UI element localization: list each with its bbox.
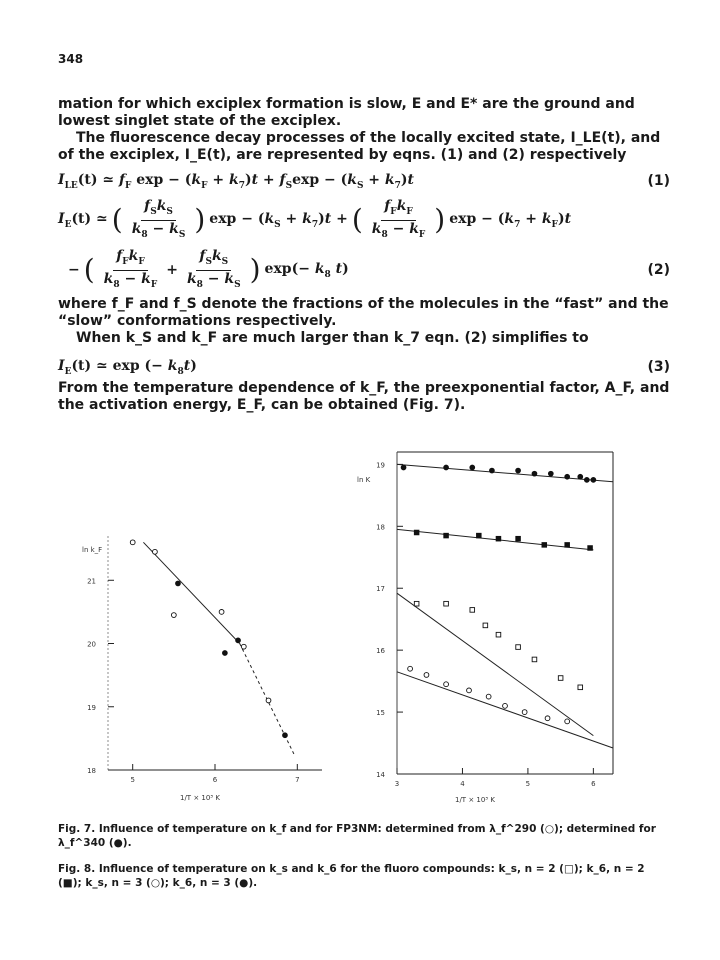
y-tick-label: 19: [376, 461, 385, 470]
data-point-open-circle: [408, 666, 413, 671]
data-point-open-circle: [219, 609, 224, 614]
data-point-filled-square: [516, 536, 521, 541]
y-tick-label: 18: [376, 523, 385, 532]
data-point-filled-circle: [548, 471, 553, 476]
data-point-open-circle: [241, 644, 246, 649]
data-point-open-square: [444, 601, 449, 606]
data-point-open-circle: [565, 719, 570, 724]
figure-8-points: [401, 465, 596, 724]
data-point-filled-circle: [236, 638, 241, 643]
data-point-open-square: [558, 676, 563, 681]
y-tick-label: 20: [87, 640, 96, 649]
data-point-filled-circle: [470, 465, 475, 470]
data-point-filled-circle: [565, 474, 570, 479]
figure-7-x-axis-label: 1/T × 10³ K: [180, 794, 220, 802]
x-tick-label: 3: [394, 780, 400, 788]
x-tick-label: 5: [130, 776, 135, 784]
y-tick-label: 18: [87, 767, 96, 775]
y-tick-label: 15: [376, 709, 385, 718]
figure-8-caption: Fig. 8. Influence of temperature on k_s and k_6 for the fluoro compounds: k_s, n = 2 (□); k_6, n = 2 (■); k_s, n = 3 (○); k_6, n = 3 (●).: [58, 863, 645, 889]
data-point-filled-square: [588, 546, 593, 551]
data-point-open-circle: [153, 549, 158, 554]
data-point-filled-circle: [591, 477, 596, 482]
equation-2-number: (2): [647, 262, 670, 279]
figure-8-chart: [355, 440, 625, 810]
fit-line: [397, 593, 593, 735]
figure-7-axes: [87, 536, 322, 784]
y-tick-label: 14: [376, 771, 385, 779]
y-tick-label: 16: [376, 647, 385, 656]
data-point-filled-square: [496, 536, 501, 541]
body-text-top: [58, 96, 670, 164]
data-point-filled-square: [444, 533, 449, 538]
figure-7-y-axis-label: ln k_F: [82, 546, 103, 554]
paragraph-3: where f_F and f_S denote the fractions of the molecules in the “fast” and the “slow” conformations respectively.: [58, 296, 669, 329]
y-tick-label: 19: [87, 703, 96, 712]
x-tick-label: 6: [591, 780, 596, 788]
data-point-filled-circle: [578, 474, 583, 479]
data-point-filled-square: [414, 530, 419, 535]
data-point-open-circle: [266, 698, 271, 703]
equation-1: [58, 172, 670, 191]
equation-3: [58, 358, 670, 377]
data-point-open-square: [470, 608, 475, 613]
data-point-filled-circle: [222, 651, 227, 656]
data-point-filled-square: [542, 543, 547, 548]
fit-line: [397, 672, 613, 748]
data-point-open-square: [483, 623, 488, 628]
data-point-open-circle: [130, 540, 135, 545]
data-point-open-circle: [522, 710, 527, 715]
y-tick-label: 21: [87, 577, 96, 586]
paragraph-4: When k_S and k_F are much larger than k_7 eqn. (2) simplifies to: [76, 330, 589, 346]
equation-2-line-2: [58, 248, 670, 293]
figure-8-x-axis-label: 1/T × 10³ K: [455, 796, 495, 804]
equation-2-line-1: [58, 198, 670, 243]
data-point-open-circle: [467, 688, 472, 693]
equation-2-body-line-2: − ( $\frac{f_Fk_F}{k_8 - k_F}$ + $\frac{f_Sk_S}{k_8 - k_S}$ ) $\exp(- k_8$ t): [68, 248, 349, 290]
equation-3-number: (3): [647, 359, 670, 376]
fit-line: [397, 529, 593, 549]
data-point-open-square: [496, 632, 501, 637]
data-point-filled-square: [477, 533, 482, 538]
data-point-open-circle: [503, 703, 508, 708]
figure-7-chart: [80, 530, 330, 810]
data-point-filled-circle: [176, 581, 181, 586]
data-point-filled-circle: [516, 468, 521, 473]
data-point-open-circle: [486, 694, 491, 699]
figure-7-fit-lines: [143, 542, 294, 754]
data-point-filled-circle: [532, 471, 537, 476]
equation-1-number: (1): [647, 173, 670, 190]
equation-3-body: $I_E(t)$ ≃ exp (− $k_8t$): [58, 358, 197, 377]
y-tick-label: 17: [376, 585, 385, 594]
figure-7-points: [130, 540, 287, 738]
paragraph-2: The fluorescence decay processes of the locally excited state, I_LE(t), and of the exciplex, I_E(t), are represented by eqns. (1) and (2) respectively: [58, 130, 661, 163]
figure-8-axes: [376, 452, 613, 788]
x-tick-label: 5: [525, 780, 531, 788]
x-tick-label: 7: [295, 776, 300, 784]
x-tick-label: 6: [212, 776, 218, 784]
body-text-middle: [58, 296, 670, 347]
data-point-filled-circle: [401, 465, 406, 470]
data-point-open-square: [414, 601, 419, 606]
data-point-filled-circle: [490, 468, 495, 473]
data-point-filled-circle: [444, 465, 449, 470]
data-point-open-circle: [444, 682, 449, 687]
figure-8-y-axis-label: ln K: [357, 476, 371, 484]
data-point-filled-circle: [584, 477, 589, 482]
data-point-filled-circle: [283, 733, 288, 738]
data-point-open-circle: [545, 716, 550, 721]
page-number: 348: [58, 52, 84, 66]
paragraph-1: mation for which exciplex formation is slow, E and E* are the ground and lowest singlet state of the exciplex.: [58, 96, 635, 129]
data-point-open-square: [578, 685, 583, 690]
data-point-open-square: [532, 657, 537, 662]
data-point-open-circle: [171, 613, 176, 618]
figure-7-caption: Fig. 7. Influence of temperature on k_f and for FP3NM: determined from λ_f^290 (○); determined for λ_f^340 (●).: [58, 823, 656, 849]
equation-1-body: $I_{LE}(t)$ ≃ $f_F$ $\exp - (k_F + k_7)t + f_S\exp - (k_S + k_7)t$: [58, 172, 414, 191]
x-tick-label: 4: [460, 780, 465, 788]
data-point-open-circle: [424, 673, 429, 678]
equation-2-body-line-1: $I_E(t)$ ≃ ( $\frac{f_Sk_S}{k_8 - k_S}$ ) $\exp - (k_S + k_7)t$ + ( $\frac{f_Fk_F}{k_8 - k_F}$ ) $\exp - (k_7 + k_F)t$: [58, 198, 572, 240]
body-text-bottom: [58, 380, 670, 414]
data-point-open-square: [516, 645, 521, 650]
fit-line: [143, 542, 239, 643]
data-point-filled-square: [565, 543, 570, 548]
paragraph-5: From the temperature dependence of k_F, the preexponential factor, A_F, and the activation energy, E_F, can be obtained (Fig. 7).: [58, 380, 670, 413]
